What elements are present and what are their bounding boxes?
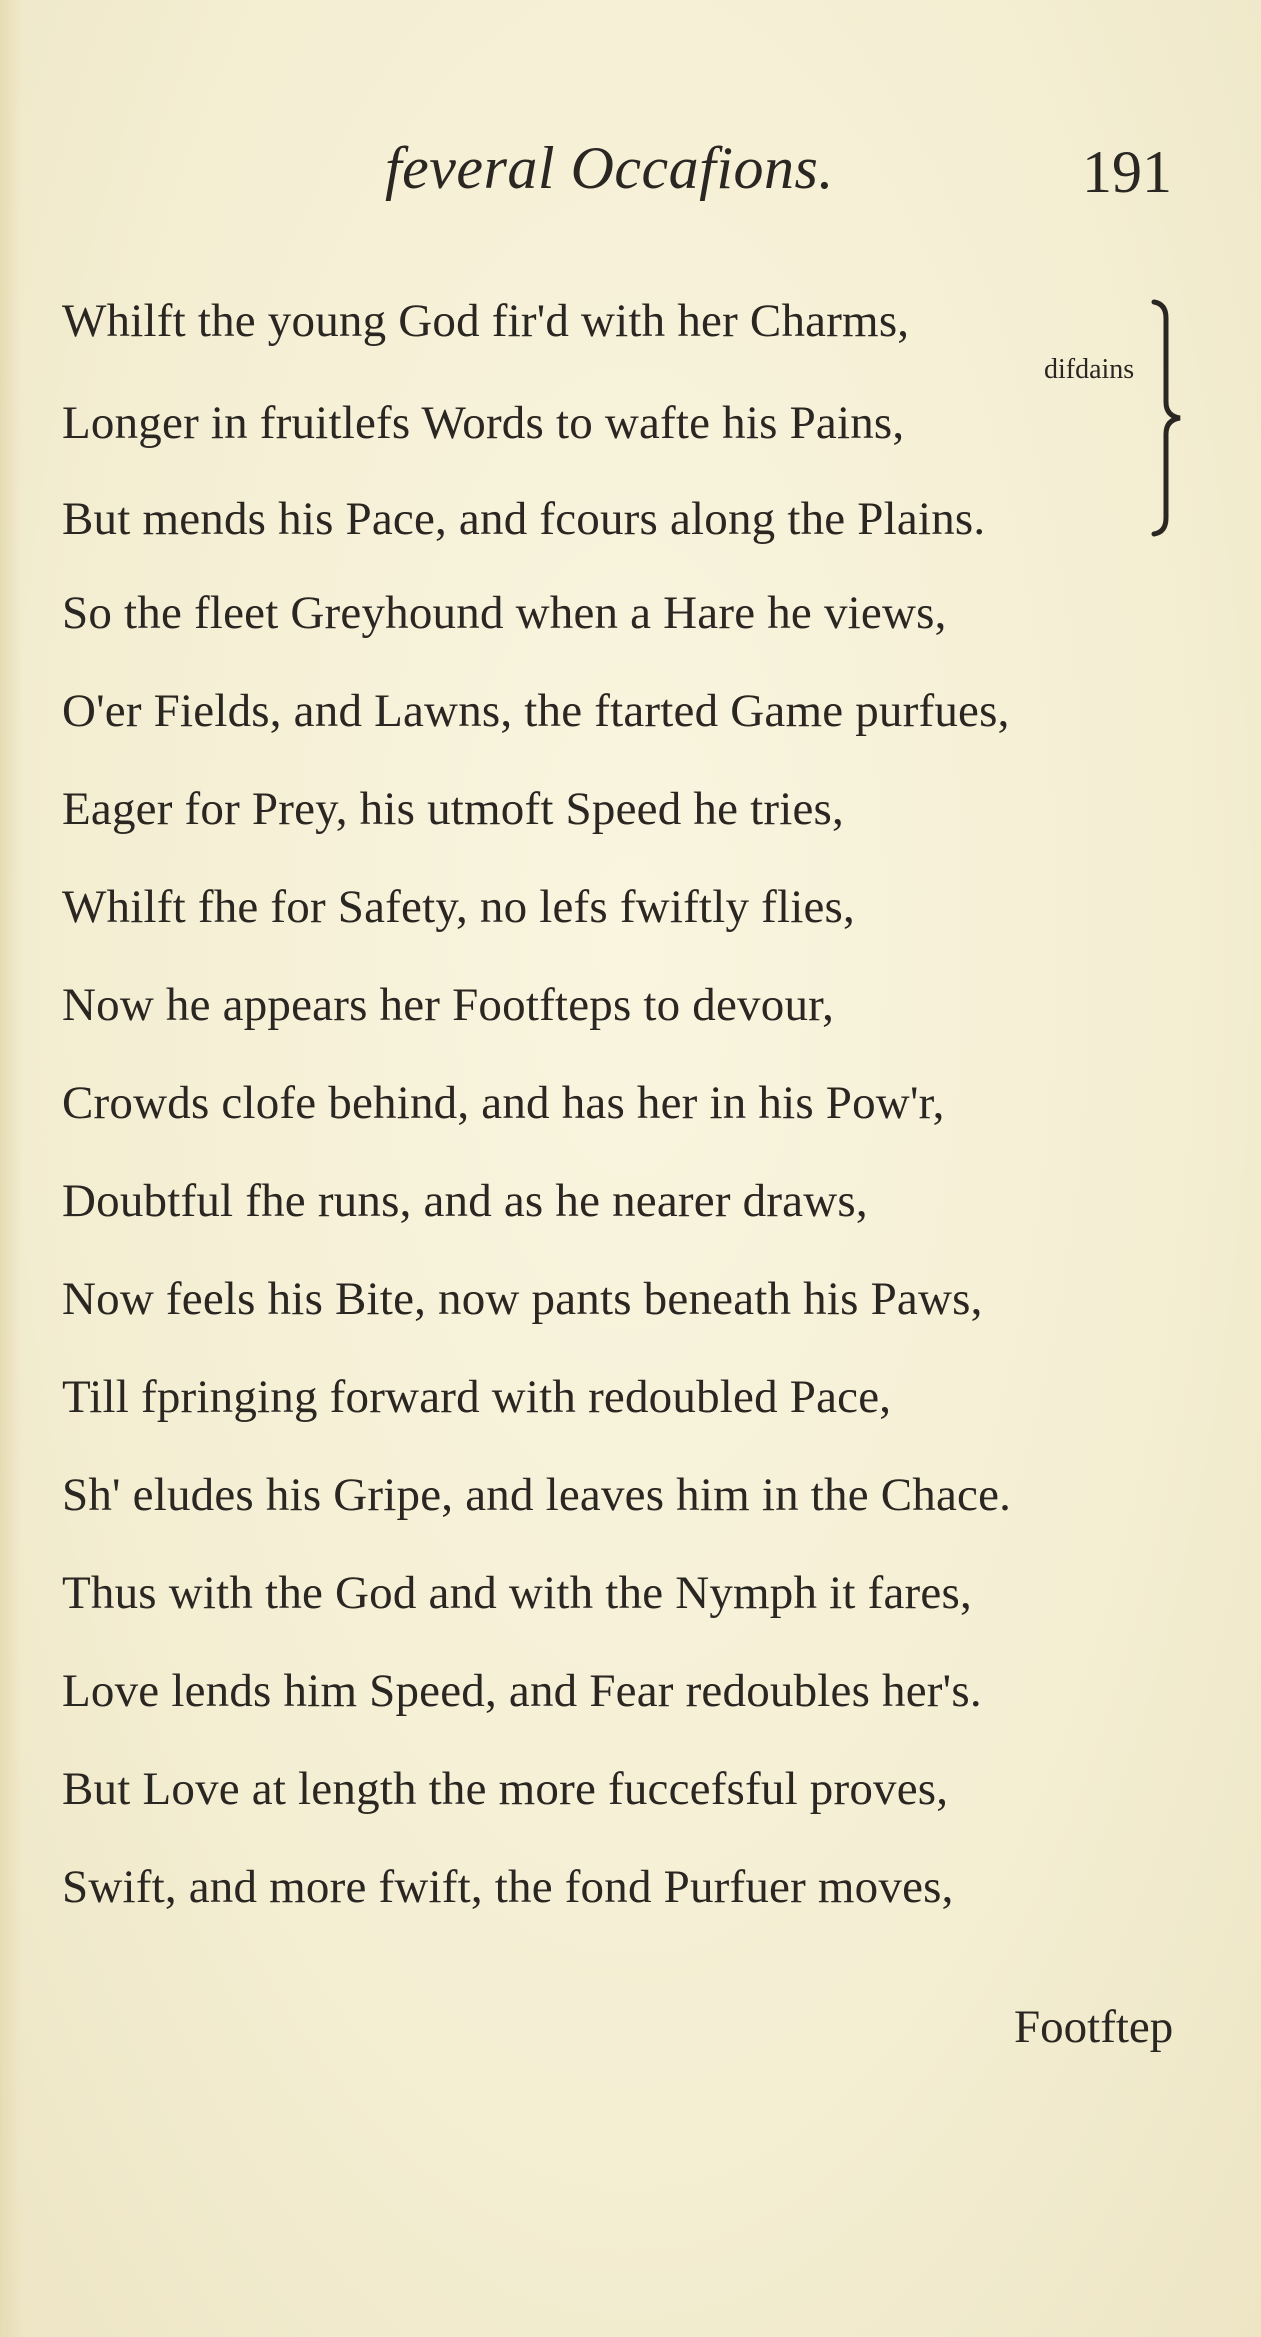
marginal-note: difdains (1044, 354, 1135, 385)
verse-line-7: Whilft fhe for Safety, no lefs fwiftly flies, (62, 881, 855, 933)
verse-line-13: Sh' eludes his Gripe, and leaves him in the Chace. (62, 1469, 1012, 1521)
verse-line-2: Longer in fruitlefs Words to wafte his Pains, (62, 397, 905, 449)
verse-line-15: Love lends him Speed, and Fear redoubles her's. (62, 1665, 982, 1717)
verse-line-3: But mends his Pace, and fcours along the Plains. (62, 493, 986, 545)
running-title: feveral Occafions. (385, 135, 834, 201)
catchword: Footftep (1014, 2001, 1174, 2053)
verse-line-5: O'er Fields, and Lawns, the ftarted Game purfues, (62, 685, 1010, 737)
verse-line-10: Doubtful fhe runs, and as he nearer draws, (62, 1175, 868, 1227)
verse-line-9: Crowds clofe behind, and has her in his Pow'r, (62, 1077, 945, 1129)
verse-line-4: So the fleet Greyhound when a Hare he views, (62, 587, 947, 639)
triplet-brace (1150, 298, 1190, 538)
verse-line-12: Till fpringing forward with redoubled Pace, (62, 1371, 892, 1423)
verse-line-11: Now feels his Bite, now pants beneath his Paws, (62, 1273, 983, 1325)
verse-line-16: But Love at length the more fuccefsful proves, (62, 1763, 949, 1815)
verse-line-17: Swift, and more fwift, the fond Purfuer moves, (62, 1861, 954, 1913)
page-gutter-shadow (0, 0, 22, 2337)
verse-line-8: Now he appears her Footfteps to devour, (62, 979, 835, 1031)
page-number: 191 (1082, 139, 1172, 205)
verse-line-1: Whilft the young God fir'd with her Charms, (62, 295, 910, 347)
verse-line-6: Eager for Prey, his utmoft Speed he tries, (62, 783, 844, 835)
verse-line-14: Thus with the God and with the Nymph it fares, (62, 1567, 972, 1619)
